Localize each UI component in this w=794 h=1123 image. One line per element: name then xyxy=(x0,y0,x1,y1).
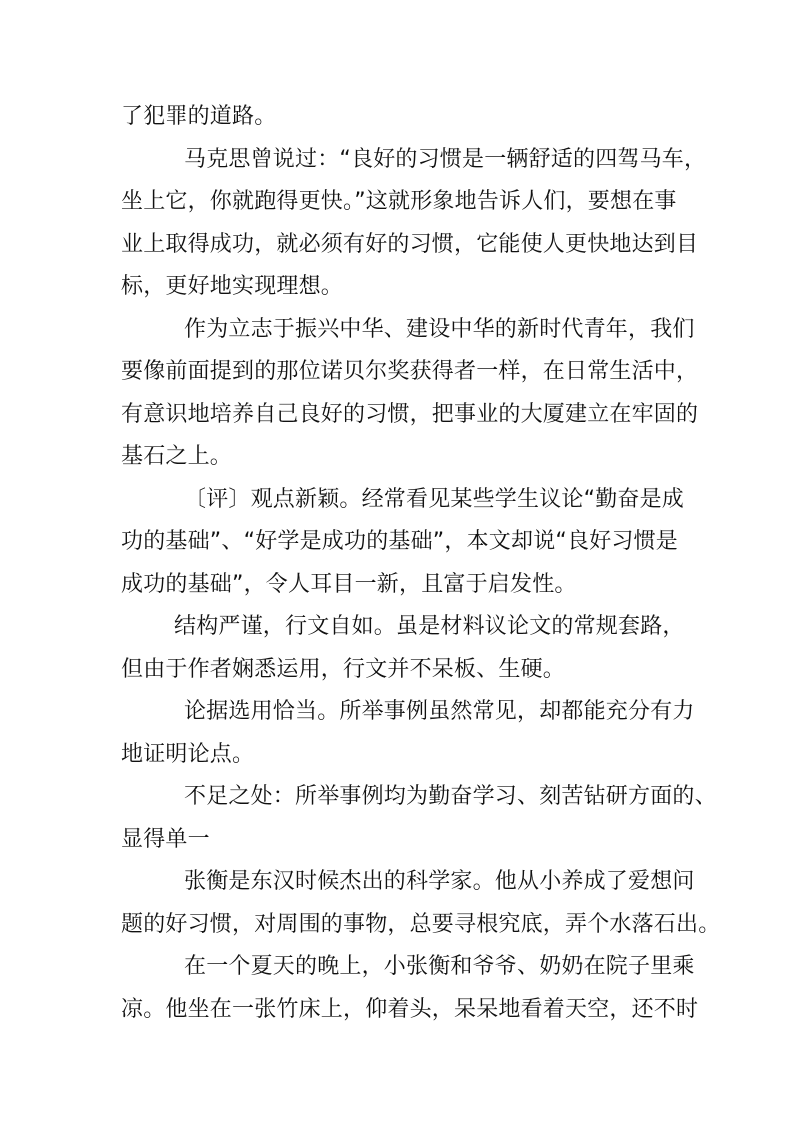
text-line: 不足之处：所举事例均为勤奋学习、刻苦钻研方面的、 xyxy=(184,784,717,809)
text-line: 功的基础”、“好学是成功的基础”，本文却说“良好习惯是 xyxy=(121,529,678,554)
text-line: 有意识地培养自己良好的习惯，把事业的大厦建立在牢固的 xyxy=(121,402,699,427)
text-line: 结构严谨，行文自如。虽是材料议论文的常规套路， xyxy=(174,614,685,639)
text-line: 显得单一 xyxy=(121,827,210,852)
text-line: 题的好习惯，对周围的事物，总要寻根究底，弄个水落石出。 xyxy=(121,912,721,937)
text-line: 业上取得成功，就必须有好的习惯，它能使人更快地达到目 xyxy=(121,232,699,257)
text-line: 坐上它，你就跑得更快。”这就形象地告诉人们，要想在事 xyxy=(121,189,677,214)
text-line: 作为立志于振兴中华、建设中华的新时代青年，我们 xyxy=(184,317,695,342)
text-line: 成功的基础”，令人耳目一新，且富于启发性。 xyxy=(121,572,577,597)
text-line: 〔评〕观点新颖。经常看见某些学生议论“勤奋是成 xyxy=(184,487,684,512)
text-line: 但由于作者娴悉运用，行文并不呆板、生硬。 xyxy=(121,657,566,682)
text-line: 地证明论点。 xyxy=(121,742,255,767)
text-line: 凉。他坐在一张竹床上，仰着头，呆呆地看着天空，还不时 xyxy=(121,997,699,1022)
text-line: 论据选用恰当。所举事例虽然常见，却都能充分有力 xyxy=(184,699,695,724)
text-line: 张衡是东汉时候杰出的科学家。他从小养成了爱想问 xyxy=(184,869,695,894)
text-line: 基石之上。 xyxy=(121,444,233,469)
text-line: 了犯罪的道路。 xyxy=(121,104,277,129)
text-line: 要像前面提到的那位诺贝尔奖获得者一样，在日常生活中， xyxy=(121,359,699,384)
text-line: 马克思曾说过：“良好的习惯是一辆舒适的四驾马车， xyxy=(184,147,707,172)
text-line: 在一个夏天的晚上，小张衡和爷爷、奶奶在院子里乘 xyxy=(184,954,695,979)
text-line: 标，更好地实现理想。 xyxy=(121,274,344,299)
